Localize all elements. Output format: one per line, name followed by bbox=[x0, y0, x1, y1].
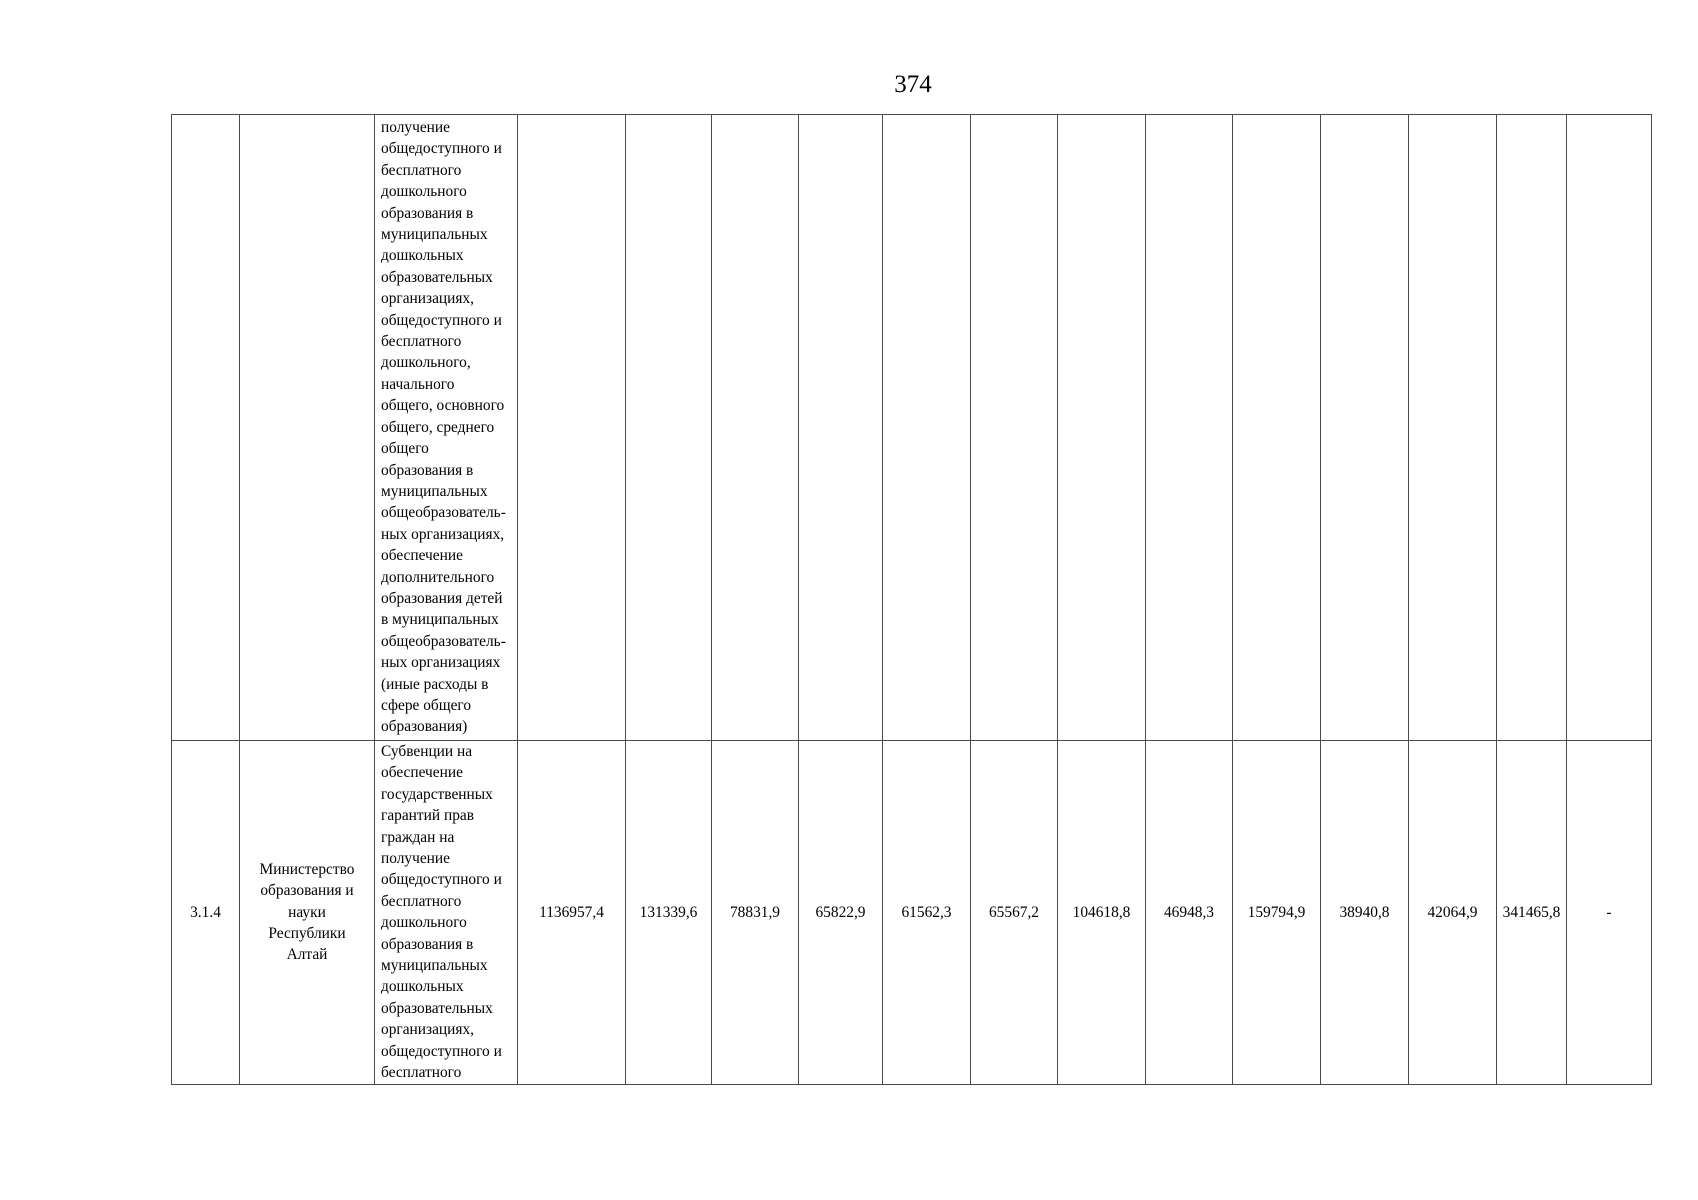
value-cell: 1136957,4 bbox=[518, 741, 626, 1085]
value-cell bbox=[518, 115, 626, 741]
value-cell bbox=[1409, 115, 1497, 741]
description-cell: получение общедоступного и бесплатного дошкольного образования в муниципальных дошкольных образовательных организациях, общедоступного и бесплатного дошкольного, начального общего, основного общего, среднего общего образования в муниципальных общеобразователь- ных организациях, обеспечение дополнительного образования детей в муниципальных общеобразователь- ных организациях (иные расходы в сфере общего образования) bbox=[375, 115, 518, 741]
row-number-cell bbox=[172, 115, 240, 741]
value-cell: 46948,3 bbox=[1146, 741, 1233, 1085]
value-cell bbox=[712, 115, 799, 741]
value-cell: 65822,9 bbox=[799, 741, 883, 1085]
value-cell: 42064,9 bbox=[1409, 741, 1497, 1085]
value-cell: 131339,6 bbox=[626, 741, 712, 1085]
value-cell bbox=[1058, 115, 1146, 741]
value-cell: 78831,9 bbox=[712, 741, 799, 1085]
value-cell bbox=[1567, 115, 1652, 741]
value-cell bbox=[626, 115, 712, 741]
value-cell: 341465,8 bbox=[1497, 741, 1567, 1085]
value-cell bbox=[799, 115, 883, 741]
description-cell: Субвенции на обеспечение государственных гарантий прав граждан на получение общедоступного и бесплатного дошкольного образования в муниципальных дошкольных образовательных организациях, общедоступного и бесплатного bbox=[375, 741, 518, 1085]
table-row bbox=[172, 115, 1652, 741]
value-cell bbox=[1146, 115, 1233, 741]
value-cell: 159794,9 bbox=[1233, 741, 1321, 1085]
row-number-cell: 3.1.4 bbox=[172, 741, 240, 1085]
value-cell bbox=[971, 115, 1058, 741]
value-cell bbox=[1233, 115, 1321, 741]
agency-cell bbox=[240, 115, 375, 741]
value-cell: 65567,2 bbox=[971, 741, 1058, 1085]
budget-table bbox=[171, 114, 1652, 1085]
value-cell: - bbox=[1567, 741, 1652, 1085]
page-number: 374 bbox=[894, 71, 932, 98]
agency-cell: Министерство образования и науки Республики Алтай bbox=[240, 741, 375, 1085]
value-cell bbox=[1321, 115, 1409, 741]
table-row bbox=[172, 741, 1652, 1085]
value-cell bbox=[1497, 115, 1567, 741]
value-cell bbox=[883, 115, 971, 741]
value-cell: 104618,8 bbox=[1058, 741, 1146, 1085]
value-cell: 38940,8 bbox=[1321, 741, 1409, 1085]
value-cell: 61562,3 bbox=[883, 741, 971, 1085]
